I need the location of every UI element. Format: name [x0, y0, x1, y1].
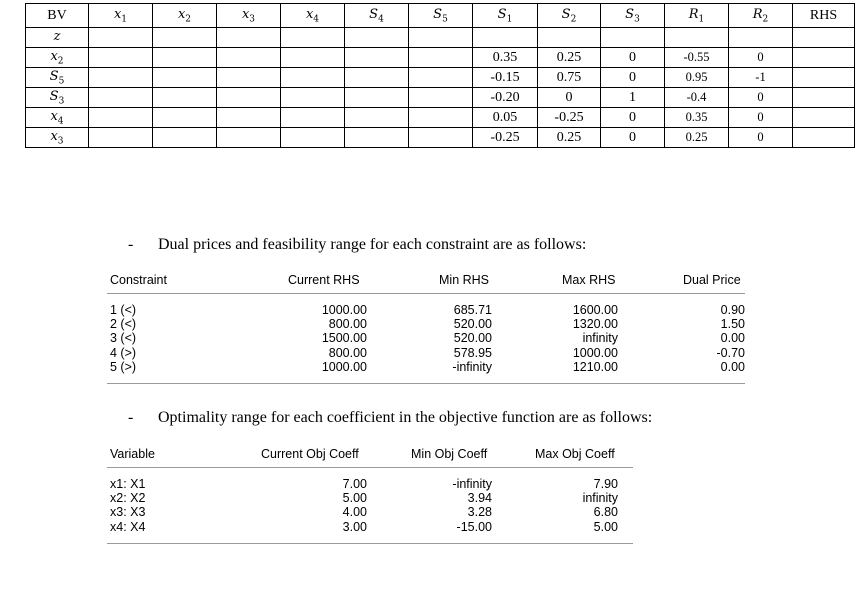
simplex-tableau: [25, 3, 855, 148]
cell-x2: [153, 68, 217, 88]
cell-r1: -0.4: [665, 88, 729, 108]
bullet-dash: -: [128, 236, 134, 253]
cell-s2: 0: [538, 88, 601, 108]
cell-s1: 0.35: [473, 48, 538, 68]
heading-text: Optimality range for each coefficient in the objective function are as follows:: [158, 409, 653, 426]
report-cell: -0.70: [716, 345, 745, 360]
report-cell: 1320.00: [572, 317, 618, 332]
footer-rule: [107, 543, 633, 544]
header-x2: $x_2$: [153, 4, 217, 28]
report-cell: 3.00: [342, 519, 367, 534]
cell-rhs: [793, 88, 855, 108]
report-cell: 1.50: [720, 317, 745, 332]
report-cell: 0.90: [720, 303, 745, 317]
cell-r2: 0: [729, 128, 793, 148]
cell-s5: [409, 88, 473, 108]
report-cell: 5.00: [593, 519, 618, 534]
report-cell: 6.80: [593, 505, 618, 520]
cell-r2: 0: [729, 88, 793, 108]
cell-r1: -0.55: [665, 48, 729, 68]
report-cell: 1600.00: [572, 303, 618, 317]
report-cell: 4.00: [342, 505, 367, 520]
report-cell: -infinity: [452, 359, 492, 374]
report-cell: 1 (<): [110, 303, 137, 317]
cell-s3: 0: [601, 108, 665, 128]
header-x4: $x_4$: [281, 4, 345, 28]
cell-s5: [409, 68, 473, 88]
report-cell: 4 (>): [110, 345, 137, 360]
cell-rhs: [793, 68, 855, 88]
cell-x1: [89, 108, 153, 128]
cell-x3: [217, 128, 281, 148]
cell-s4: [345, 88, 409, 108]
report-cell: 0.00: [720, 359, 745, 374]
report-cell: 7.90: [593, 477, 618, 491]
cell-s2: -0.25: [538, 108, 601, 128]
cell-x1: [89, 88, 153, 108]
cell-s1: -0.25: [473, 128, 538, 148]
col-header-max-obj-coeff: Max Obj Coeff: [535, 447, 615, 461]
header-rule: [107, 467, 633, 468]
report-cell: x2: X2: [110, 491, 146, 506]
current-rhs-column: [285, 303, 367, 374]
header-s3: $S_3$: [601, 4, 665, 28]
cell-x2: [153, 28, 217, 48]
cell-x3: [217, 88, 281, 108]
cell-s4: [345, 48, 409, 68]
cell-s3: 1: [601, 88, 665, 108]
cell-s1: -0.20: [473, 88, 538, 108]
report-cell: 800.00: [328, 317, 367, 332]
report-cell: x3: X3: [110, 505, 146, 520]
col-header-constraint: Constraint: [110, 273, 167, 287]
tableau-row: [26, 68, 855, 88]
bullet-dash: -: [128, 409, 134, 426]
report-cell: 7.00: [342, 477, 367, 491]
report-cell: -15.00: [456, 519, 492, 534]
tableau-header-row: [26, 4, 855, 28]
header-r2: $R_2$: [729, 4, 793, 28]
tableau-row: [26, 108, 855, 128]
optimality-range-heading: [128, 409, 652, 427]
cell-r2: -1: [729, 68, 793, 88]
tableau-row: [26, 48, 855, 68]
cell-x1: [89, 68, 153, 88]
report-cell: 685.71: [453, 303, 492, 317]
max-obj-coeff-column: [536, 477, 618, 534]
cell-x3: [217, 48, 281, 68]
cell-s1: 0.05: [473, 108, 538, 128]
report-cell: x1: X1: [110, 477, 146, 491]
basic-variable-cell: $S_3$: [26, 88, 89, 108]
dual-price-column: [663, 303, 745, 374]
cell-x3: [217, 108, 281, 128]
cell-s5: [409, 28, 473, 48]
optimality-range-table: [107, 447, 633, 545]
cell-s2: 0.75: [538, 68, 601, 88]
col-header-max-rhs: Max RHS: [562, 273, 616, 287]
header-rule: [107, 293, 745, 294]
cell-x3: [217, 28, 281, 48]
cell-s3: 0: [601, 48, 665, 68]
min-rhs-column: [410, 303, 492, 374]
cell-r2: 0: [729, 108, 793, 128]
report-cell: 5.00: [342, 491, 367, 506]
cell-x2: [153, 48, 217, 68]
basic-variable-cell: z: [26, 28, 89, 48]
report-cell: 800.00: [328, 345, 367, 360]
tableau-row: [26, 128, 855, 148]
report-cell: 1000.00: [572, 345, 618, 360]
cell-rhs: [793, 28, 855, 48]
cell-r1: [665, 28, 729, 48]
heading-text: Dual prices and feasibility range for each constraint are as follows:: [158, 236, 587, 253]
cell-s5: [409, 108, 473, 128]
cell-x4: [281, 108, 345, 128]
report-cell: 1210.00: [572, 359, 618, 374]
current-obj-coeff-column: [285, 477, 367, 534]
cell-x2: [153, 108, 217, 128]
report-cell: x4: X4: [110, 519, 146, 534]
report-cell: 520.00: [453, 331, 492, 346]
header-s1: $S_1$: [473, 4, 538, 28]
report-cell: 3.94: [467, 491, 492, 506]
cell-s2: 0.25: [538, 128, 601, 148]
basic-variable-cell: $x_2$: [26, 48, 89, 68]
report-cell: 3 (<): [110, 331, 137, 346]
cell-rhs: [793, 48, 855, 68]
cell-x2: [153, 88, 217, 108]
report-cell: 2 (<): [110, 317, 137, 332]
cell-x4: [281, 128, 345, 148]
cell-s3: 0: [601, 68, 665, 88]
col-header-current-obj-coeff: Current Obj Coeff: [261, 447, 359, 461]
dual-prices-table: [107, 273, 745, 385]
cell-x1: [89, 28, 153, 48]
col-header-min-obj-coeff: Min Obj Coeff: [411, 447, 488, 461]
cell-r1: 0.25: [665, 128, 729, 148]
header-s4: $S_4$: [345, 4, 409, 28]
col-header-current-rhs: Current RHS: [288, 273, 360, 287]
cell-s3: [601, 28, 665, 48]
report-cell: infinity: [582, 331, 618, 346]
cell-x4: [281, 88, 345, 108]
header-x1: $x_1$: [89, 4, 153, 28]
header-x3: $x_3$: [217, 4, 281, 28]
report-cell: infinity: [582, 491, 618, 506]
report-cell: 0.00: [720, 331, 745, 346]
header-bv: BV: [26, 4, 89, 28]
cell-s5: [409, 48, 473, 68]
cell-s4: [345, 68, 409, 88]
cell-x2: [153, 128, 217, 148]
cell-x3: [217, 68, 281, 88]
cell-r2: 0: [729, 48, 793, 68]
report-cell: 578.95: [453, 345, 492, 360]
max-rhs-column: [536, 303, 618, 374]
cell-s4: [345, 28, 409, 48]
cell-r1: 0.95: [665, 68, 729, 88]
basic-variable-cell: $S_5$: [26, 68, 89, 88]
header-rhs: RHS: [793, 4, 855, 28]
cell-s3: 0: [601, 128, 665, 148]
cell-s1: -0.15: [473, 68, 538, 88]
header-s2: $S_2$: [538, 4, 601, 28]
cell-r1: 0.35: [665, 108, 729, 128]
tableau-row: [26, 28, 855, 48]
cell-rhs: [793, 108, 855, 128]
min-obj-coeff-column: [410, 477, 492, 534]
col-header-min-rhs: Min RHS: [439, 273, 490, 287]
report-cell: 520.00: [453, 317, 492, 332]
header-r1: $R_1$: [665, 4, 729, 28]
cell-x1: [89, 48, 153, 68]
report-cell: 1000.00: [321, 359, 367, 374]
cell-r2: [729, 28, 793, 48]
report-cell: 3.28: [467, 505, 492, 520]
col-header-dual-price: Dual Price: [683, 273, 741, 287]
cell-s5: [409, 128, 473, 148]
cell-x1: [89, 128, 153, 148]
basic-variable-cell: $x_4$: [26, 108, 89, 128]
cell-s4: [345, 128, 409, 148]
tableau-row: [26, 88, 855, 108]
report-cell: 5 (>): [110, 359, 137, 374]
header-s5: $S_5$: [409, 4, 473, 28]
cell-rhs: [793, 128, 855, 148]
cell-s4: [345, 108, 409, 128]
report-cell: 1500.00: [321, 331, 367, 346]
report-cell: 1000.00: [321, 303, 367, 317]
cell-s2: [538, 28, 601, 48]
cell-x4: [281, 28, 345, 48]
variable-column: [110, 477, 145, 534]
footer-rule: [107, 383, 745, 384]
cell-s1: [473, 28, 538, 48]
cell-s2: 0.25: [538, 48, 601, 68]
report-cell: -infinity: [452, 477, 492, 491]
constraint-column: [110, 303, 136, 374]
dual-prices-heading: [128, 236, 586, 254]
col-header-variable: Variable: [110, 447, 155, 461]
cell-x4: [281, 48, 345, 68]
basic-variable-cell: $x_3$: [26, 128, 89, 148]
cell-x4: [281, 68, 345, 88]
